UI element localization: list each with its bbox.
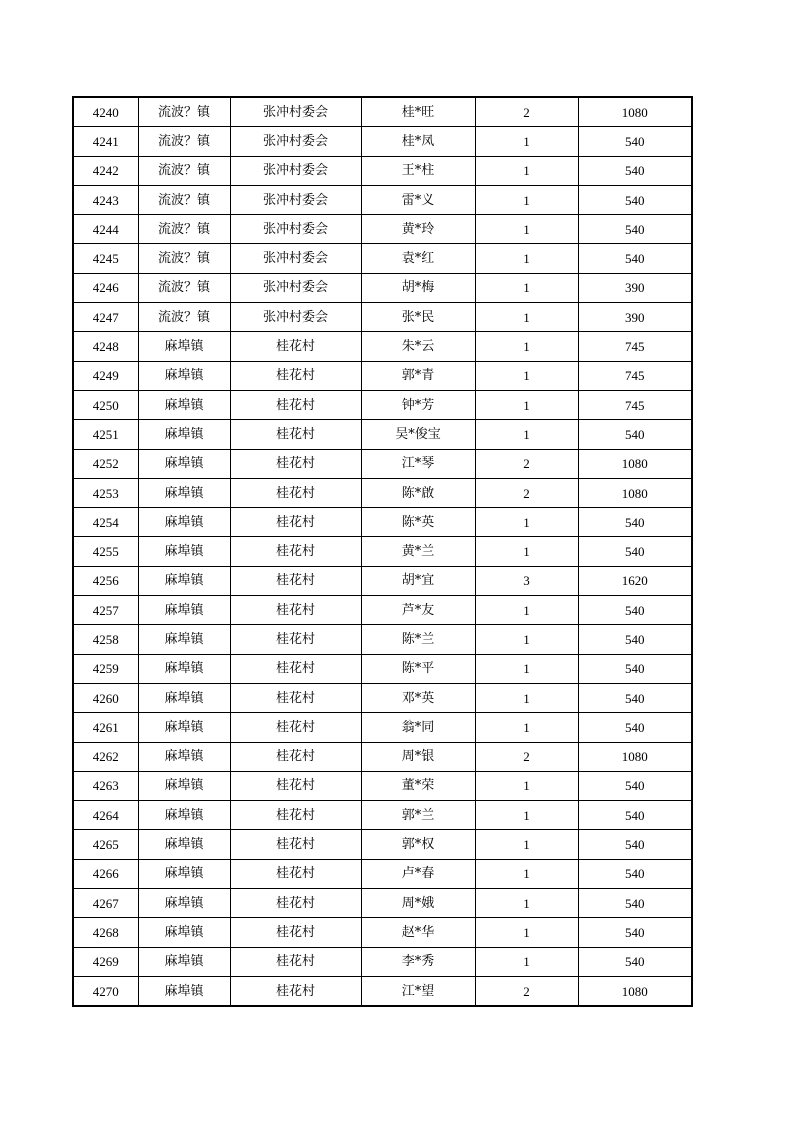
row-number-cell: 4255: [73, 537, 138, 566]
town-cell: 麻埠镇: [138, 771, 230, 800]
amount-cell: 540: [578, 918, 692, 947]
village-cell: 桂花村: [230, 332, 361, 361]
person-name-cell: 黄*兰: [361, 537, 475, 566]
village-cell: 桂花村: [230, 566, 361, 595]
person-name-cell: 雷*义: [361, 185, 475, 214]
amount-cell: 745: [578, 332, 692, 361]
table-row: [73, 361, 692, 390]
records-table: [72, 96, 693, 1007]
amount-cell: 1080: [578, 742, 692, 771]
town-cell: 麻埠镇: [138, 947, 230, 976]
table-row: [73, 97, 692, 127]
table-row: [73, 830, 692, 859]
town-cell: 麻埠镇: [138, 713, 230, 742]
row-number-cell: 4245: [73, 244, 138, 273]
household-count-cell: 1: [475, 156, 578, 185]
table-row: [73, 127, 692, 156]
amount-cell: 540: [578, 127, 692, 156]
table-row: [73, 566, 692, 595]
person-name-cell: 芦*友: [361, 596, 475, 625]
person-name-cell: 赵*华: [361, 918, 475, 947]
village-cell: 桂花村: [230, 508, 361, 537]
town-cell: 麻埠镇: [138, 508, 230, 537]
row-number-cell: 4241: [73, 127, 138, 156]
person-name-cell: 桂*旺: [361, 97, 475, 127]
person-name-cell: 陈*英: [361, 508, 475, 537]
household-count-cell: 1: [475, 683, 578, 712]
table-row: [73, 918, 692, 947]
row-number-cell: 4254: [73, 508, 138, 537]
row-number-cell: 4263: [73, 771, 138, 800]
household-count-cell: 1: [475, 771, 578, 800]
village-cell: 桂花村: [230, 771, 361, 800]
person-name-cell: 黄*玲: [361, 215, 475, 244]
person-name-cell: 卢*春: [361, 859, 475, 888]
person-name-cell: 李*秀: [361, 947, 475, 976]
town-cell: 麻埠镇: [138, 625, 230, 654]
household-count-cell: 1: [475, 185, 578, 214]
town-cell: 麻埠镇: [138, 801, 230, 830]
household-count-cell: 1: [475, 713, 578, 742]
village-cell: 张冲村委会: [230, 273, 361, 302]
row-number-cell: 4262: [73, 742, 138, 771]
town-cell: 麻埠镇: [138, 596, 230, 625]
person-name-cell: 郭*青: [361, 361, 475, 390]
row-number-cell: 4269: [73, 947, 138, 976]
amount-cell: 1080: [578, 478, 692, 507]
village-cell: 桂花村: [230, 420, 361, 449]
records-table-body: [73, 97, 692, 1006]
row-number-cell: 4244: [73, 215, 138, 244]
row-number-cell: 4261: [73, 713, 138, 742]
town-cell: 麻埠镇: [138, 859, 230, 888]
amount-cell: 745: [578, 361, 692, 390]
village-cell: 张冲村委会: [230, 97, 361, 127]
household-count-cell: 1: [475, 859, 578, 888]
person-name-cell: 郭*兰: [361, 801, 475, 830]
row-number-cell: 4246: [73, 273, 138, 302]
village-cell: 桂花村: [230, 859, 361, 888]
town-cell: 流波？镇: [138, 185, 230, 214]
town-cell: 麻埠镇: [138, 449, 230, 478]
table-row: [73, 537, 692, 566]
town-cell: 麻埠镇: [138, 683, 230, 712]
table-row: [73, 390, 692, 419]
row-number-cell: 4243: [73, 185, 138, 214]
household-count-cell: 2: [475, 478, 578, 507]
town-cell: 麻埠镇: [138, 390, 230, 419]
row-number-cell: 4248: [73, 332, 138, 361]
village-cell: 桂花村: [230, 889, 361, 918]
row-number-cell: 4267: [73, 889, 138, 918]
household-count-cell: 1: [475, 303, 578, 332]
amount-cell: 540: [578, 654, 692, 683]
town-cell: 麻埠镇: [138, 830, 230, 859]
household-count-cell: 1: [475, 508, 578, 537]
town-cell: 麻埠镇: [138, 332, 230, 361]
row-number-cell: 4270: [73, 976, 138, 1006]
town-cell: 麻埠镇: [138, 918, 230, 947]
person-name-cell: 袁*红: [361, 244, 475, 273]
amount-cell: 1620: [578, 566, 692, 595]
village-cell: 桂花村: [230, 918, 361, 947]
table-row: [73, 801, 692, 830]
table-row: [73, 683, 692, 712]
household-count-cell: 1: [475, 127, 578, 156]
table-row: [73, 859, 692, 888]
person-name-cell: 胡*梅: [361, 273, 475, 302]
person-name-cell: 张*民: [361, 303, 475, 332]
table-row: [73, 625, 692, 654]
row-number-cell: 4266: [73, 859, 138, 888]
table-row: [73, 420, 692, 449]
table-row: [73, 185, 692, 214]
town-cell: 麻埠镇: [138, 976, 230, 1006]
row-number-cell: 4259: [73, 654, 138, 683]
person-name-cell: 钟*芳: [361, 390, 475, 419]
row-number-cell: 4265: [73, 830, 138, 859]
row-number-cell: 4268: [73, 918, 138, 947]
household-count-cell: 1: [475, 273, 578, 302]
person-name-cell: 王*柱: [361, 156, 475, 185]
amount-cell: 540: [578, 508, 692, 537]
person-name-cell: 陈*啟: [361, 478, 475, 507]
row-number-cell: 4260: [73, 683, 138, 712]
village-cell: 桂花村: [230, 713, 361, 742]
table-row: [73, 273, 692, 302]
table-row: [73, 596, 692, 625]
table-row: [73, 742, 692, 771]
amount-cell: 540: [578, 771, 692, 800]
household-count-cell: 2: [475, 976, 578, 1006]
row-number-cell: 4264: [73, 801, 138, 830]
person-name-cell: 桂*凤: [361, 127, 475, 156]
household-count-cell: 1: [475, 244, 578, 273]
town-cell: 麻埠镇: [138, 420, 230, 449]
table-row: [73, 976, 692, 1006]
table-row: [73, 303, 692, 332]
row-number-cell: 4253: [73, 478, 138, 507]
village-cell: 张冲村委会: [230, 185, 361, 214]
amount-cell: 540: [578, 420, 692, 449]
village-cell: 桂花村: [230, 625, 361, 654]
village-cell: 张冲村委会: [230, 156, 361, 185]
household-count-cell: 1: [475, 361, 578, 390]
table-row: [73, 771, 692, 800]
town-cell: 流波？镇: [138, 303, 230, 332]
amount-cell: 540: [578, 801, 692, 830]
household-count-cell: 1: [475, 830, 578, 859]
amount-cell: 540: [578, 830, 692, 859]
household-count-cell: 1: [475, 390, 578, 419]
village-cell: 桂花村: [230, 449, 361, 478]
household-count-cell: 1: [475, 947, 578, 976]
household-count-cell: 1: [475, 215, 578, 244]
row-number-cell: 4257: [73, 596, 138, 625]
amount-cell: 1080: [578, 449, 692, 478]
village-cell: 桂花村: [230, 654, 361, 683]
amount-cell: 540: [578, 713, 692, 742]
household-count-cell: 2: [475, 449, 578, 478]
household-count-cell: 1: [475, 332, 578, 361]
amount-cell: 390: [578, 303, 692, 332]
amount-cell: 1080: [578, 976, 692, 1006]
amount-cell: 540: [578, 244, 692, 273]
person-name-cell: 周*娥: [361, 889, 475, 918]
household-count-cell: 3: [475, 566, 578, 595]
town-cell: 麻埠镇: [138, 654, 230, 683]
amount-cell: 540: [578, 185, 692, 214]
amount-cell: 540: [578, 859, 692, 888]
town-cell: 麻埠镇: [138, 566, 230, 595]
amount-cell: 540: [578, 537, 692, 566]
village-cell: 桂花村: [230, 361, 361, 390]
town-cell: 流波？镇: [138, 97, 230, 127]
household-count-cell: 1: [475, 537, 578, 566]
household-count-cell: 2: [475, 742, 578, 771]
village-cell: 张冲村委会: [230, 127, 361, 156]
person-name-cell: 翁*同: [361, 713, 475, 742]
village-cell: 桂花村: [230, 801, 361, 830]
household-count-cell: 1: [475, 420, 578, 449]
town-cell: 流波？镇: [138, 273, 230, 302]
person-name-cell: 董*荣: [361, 771, 475, 800]
village-cell: 桂花村: [230, 537, 361, 566]
amount-cell: 745: [578, 390, 692, 419]
town-cell: 麻埠镇: [138, 889, 230, 918]
household-count-cell: 1: [475, 889, 578, 918]
town-cell: 流波？镇: [138, 215, 230, 244]
amount-cell: 540: [578, 156, 692, 185]
amount-cell: 540: [578, 947, 692, 976]
town-cell: 麻埠镇: [138, 361, 230, 390]
person-name-cell: 江*琴: [361, 449, 475, 478]
amount-cell: 390: [578, 273, 692, 302]
household-count-cell: 1: [475, 625, 578, 654]
table-row: [73, 478, 692, 507]
row-number-cell: 4249: [73, 361, 138, 390]
table-row: [73, 889, 692, 918]
person-name-cell: 郭*权: [361, 830, 475, 859]
amount-cell: 1080: [578, 97, 692, 127]
town-cell: 麻埠镇: [138, 537, 230, 566]
row-number-cell: 4256: [73, 566, 138, 595]
person-name-cell: 吴*俊宝: [361, 420, 475, 449]
person-name-cell: 胡*宜: [361, 566, 475, 595]
village-cell: 桂花村: [230, 390, 361, 419]
household-count-cell: 2: [475, 97, 578, 127]
row-number-cell: 4247: [73, 303, 138, 332]
table-row: [73, 156, 692, 185]
village-cell: 桂花村: [230, 976, 361, 1006]
person-name-cell: 陈*兰: [361, 625, 475, 654]
village-cell: 桂花村: [230, 830, 361, 859]
household-count-cell: 1: [475, 801, 578, 830]
town-cell: 麻埠镇: [138, 742, 230, 771]
amount-cell: 540: [578, 215, 692, 244]
table-row: [73, 244, 692, 273]
village-cell: 桂花村: [230, 478, 361, 507]
row-number-cell: 4252: [73, 449, 138, 478]
town-cell: 麻埠镇: [138, 478, 230, 507]
amount-cell: 540: [578, 683, 692, 712]
row-number-cell: 4251: [73, 420, 138, 449]
table-row: [73, 947, 692, 976]
town-cell: 流波？镇: [138, 156, 230, 185]
table-row: [73, 654, 692, 683]
person-name-cell: 邓*英: [361, 683, 475, 712]
village-cell: 桂花村: [230, 683, 361, 712]
village-cell: 张冲村委会: [230, 244, 361, 273]
person-name-cell: 江*望: [361, 976, 475, 1006]
amount-cell: 540: [578, 625, 692, 654]
table-row: [73, 508, 692, 537]
person-name-cell: 陈*平: [361, 654, 475, 683]
village-cell: 张冲村委会: [230, 303, 361, 332]
town-cell: 流波？镇: [138, 244, 230, 273]
village-cell: 桂花村: [230, 596, 361, 625]
row-number-cell: 4250: [73, 390, 138, 419]
row-number-cell: 4242: [73, 156, 138, 185]
household-count-cell: 1: [475, 596, 578, 625]
table-row: [73, 713, 692, 742]
table-row: [73, 215, 692, 244]
table-row: [73, 332, 692, 361]
table-row: [73, 449, 692, 478]
amount-cell: 540: [578, 596, 692, 625]
village-cell: 桂花村: [230, 742, 361, 771]
household-count-cell: 1: [475, 918, 578, 947]
town-cell: 流波？镇: [138, 127, 230, 156]
person-name-cell: 周*银: [361, 742, 475, 771]
row-number-cell: 4258: [73, 625, 138, 654]
household-count-cell: 1: [475, 654, 578, 683]
row-number-cell: 4240: [73, 97, 138, 127]
person-name-cell: 朱*云: [361, 332, 475, 361]
village-cell: 桂花村: [230, 947, 361, 976]
village-cell: 张冲村委会: [230, 215, 361, 244]
amount-cell: 540: [578, 889, 692, 918]
